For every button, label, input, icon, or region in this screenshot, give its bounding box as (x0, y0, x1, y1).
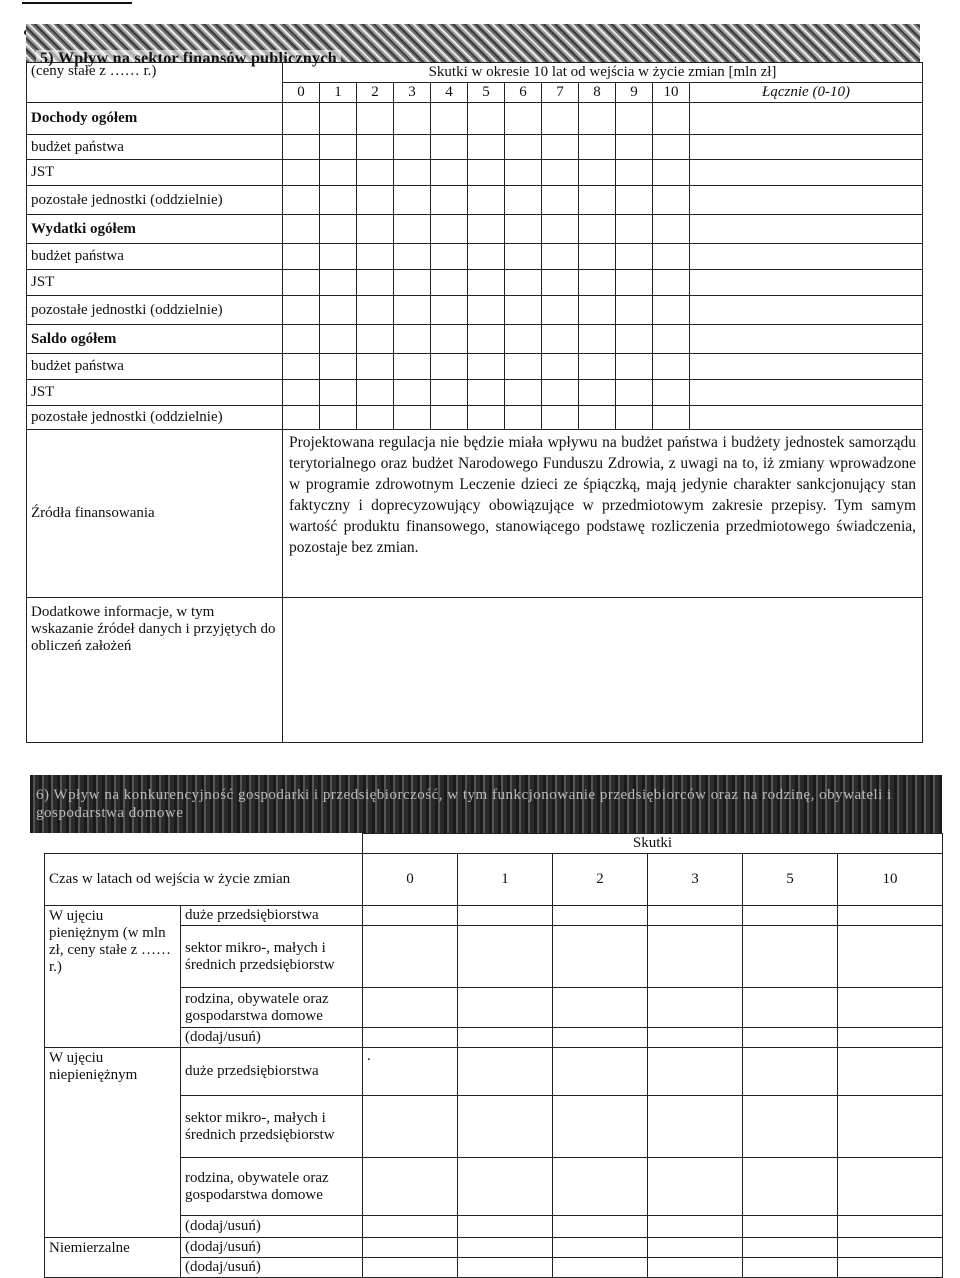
fiscal-row-label: JST (27, 380, 283, 406)
fiscal-cell (505, 296, 542, 325)
unmeasurable-label: Niemierzalne (45, 1238, 181, 1278)
nonmonetary-cell (838, 1216, 943, 1238)
fiscal-cell (320, 160, 357, 186)
monetary-cell (553, 926, 648, 988)
fiscal-cell (653, 244, 690, 270)
s6-year-header-5: 10 (838, 854, 943, 906)
fiscal-cell (357, 244, 394, 270)
year-header-4: 4 (431, 83, 468, 103)
nonmonetary-label: W ujęciu niepieniężnym (45, 1048, 181, 1238)
fiscal-cell (468, 244, 505, 270)
skutki-header: Skutki (363, 834, 943, 854)
nonmonetary-row (45, 1048, 943, 1096)
monetary-cell (363, 906, 458, 926)
fiscal-cell (505, 406, 542, 430)
year-header-5: 5 (468, 83, 505, 103)
financing-text: Projektowana regulacja nie będzie miała wpływu na budżet państwa i budżety jednostek samorządu terytorialnego oraz budżet Narodowego Funduszu Zdrowia, z uwagi na to, iż zmiany wprowadzone w programie zdrowotnym Leczenie dzieci ze śpiączką, mają jedynie charakter sankcjonujący stan faktyczny i doprecyzowujący obowiązujące w przedmiotowym zakresie przepisy. Tym samym wartość produktu finansowego, stanowiącego podstawę rozliczenia przedmiotowego świadczenia, pozostaje bez zmian. (283, 430, 923, 598)
nonmonetary-cell (648, 1096, 743, 1158)
fiscal-row-label: JST (27, 160, 283, 186)
nonmonetary-cell (743, 1048, 838, 1096)
fiscal-cell (320, 135, 357, 160)
fiscal-cell (283, 354, 320, 380)
unmeasurable-cell (458, 1238, 553, 1258)
fiscal-cell (542, 103, 579, 135)
nonmonetary-cell (743, 1216, 838, 1238)
effects-header: Skutki w okresie 10 lat od wejścia w życie zmian [mln zł] (283, 63, 923, 83)
nonmonetary-cell (838, 1096, 943, 1158)
monetary-row-label: sektor mikro-, małych i średnich przedsiębiorstw (181, 926, 363, 988)
fiscal-cell (357, 103, 394, 135)
monetary-label: W ujęciu pieniężnym (w mln zł, ceny stałe z …… r.) (45, 906, 181, 1048)
fiscal-cell (357, 215, 394, 244)
fiscal-cell (394, 244, 431, 270)
fiscal-cell (283, 270, 320, 296)
fiscal-cell (468, 354, 505, 380)
fiscal-cell (283, 296, 320, 325)
fiscal-cell (431, 380, 468, 406)
fiscal-cell (431, 354, 468, 380)
fiscal-cell (542, 406, 579, 430)
monetary-cell (648, 1028, 743, 1048)
fiscal-cell (616, 186, 653, 215)
nonmonetary-cell (648, 1048, 743, 1096)
fiscal-cell (542, 244, 579, 270)
fiscal-cell (505, 186, 542, 215)
fiscal-cell (616, 244, 653, 270)
nonmonetary-cell: . (363, 1048, 458, 1096)
fiscal-cell (468, 186, 505, 215)
fiscal-row-label: Wydatki ogółem (27, 215, 283, 244)
unmeasurable-row-label: (dodaj/usuń) (181, 1238, 363, 1258)
nonmonetary-cell (553, 1216, 648, 1238)
fiscal-row-label: Dochody ogółem (27, 103, 283, 135)
unmeasurable-cell (838, 1238, 943, 1258)
monetary-row-label: rodzina, obywatele oraz gospodarstwa domowe (181, 988, 363, 1028)
nonmonetary-cell (648, 1216, 743, 1238)
fiscal-cell (579, 160, 616, 186)
fiscal-cell (690, 186, 923, 215)
nonmonetary-cell (363, 1216, 458, 1238)
fiscal-cell (690, 270, 923, 296)
fiscal-cell (394, 103, 431, 135)
fiscal-row (27, 244, 923, 270)
fiscal-cell (468, 296, 505, 325)
nonmonetary-cell (553, 1096, 648, 1158)
fiscal-cell (653, 296, 690, 325)
monetary-cell (458, 906, 553, 926)
fiscal-cell (468, 215, 505, 244)
fiscal-row (27, 135, 923, 160)
fiscal-cell (690, 160, 923, 186)
fiscal-cell (357, 135, 394, 160)
fiscal-cell (468, 160, 505, 186)
fiscal-cell (357, 296, 394, 325)
year-header-1: 1 (320, 83, 357, 103)
fiscal-cell (579, 354, 616, 380)
economic-impact-table (44, 833, 943, 1278)
fiscal-cell (579, 325, 616, 354)
nonmonetary-row-label: (dodaj/usuń) (181, 1216, 363, 1238)
fiscal-cell (357, 186, 394, 215)
monetary-cell (838, 926, 943, 988)
unmeasurable-cell (553, 1258, 648, 1278)
fiscal-cell (320, 325, 357, 354)
s6-year-header-2: 2 (553, 854, 648, 906)
nonmonetary-cell (363, 1096, 458, 1158)
fiscal-cell (283, 186, 320, 215)
nonmonetary-row-label: duże przedsiębiorstwa (181, 1048, 363, 1096)
fiscal-cell (283, 380, 320, 406)
monetary-cell (553, 1028, 648, 1048)
fiscal-cell (320, 406, 357, 430)
fiscal-row (27, 160, 923, 186)
fiscal-cell (579, 406, 616, 430)
monetary-cell (648, 926, 743, 988)
financing-label: Źródła finansowania (27, 430, 283, 598)
fiscal-cell (320, 186, 357, 215)
fiscal-cell (653, 186, 690, 215)
fiscal-cell (616, 135, 653, 160)
year-header-8: 8 (579, 83, 616, 103)
fiscal-cell (394, 215, 431, 244)
monetary-cell (743, 1028, 838, 1048)
fiscal-cell (505, 215, 542, 244)
fiscal-cell (616, 103, 653, 135)
fiscal-cell (690, 406, 923, 430)
fiscal-cell (616, 354, 653, 380)
fiscal-cell (542, 270, 579, 296)
unmeasurable-row-label: (dodaj/usuń) (181, 1258, 363, 1278)
fiscal-cell (579, 244, 616, 270)
unmeasurable-cell (838, 1258, 943, 1278)
fiscal-row (27, 186, 923, 215)
fiscal-cell (468, 270, 505, 296)
nonmonetary-cell (458, 1048, 553, 1096)
fiscal-row (27, 215, 923, 244)
monetary-cell (838, 1028, 943, 1048)
year-header-7: 7 (542, 83, 579, 103)
fiscal-cell (542, 186, 579, 215)
unmeasurable-cell (553, 1238, 648, 1258)
nonmonetary-row-label: rodzina, obywatele oraz gospodarstwa domowe (181, 1158, 363, 1216)
monetary-cell (458, 988, 553, 1028)
fiscal-cell (431, 215, 468, 244)
additional-info-label: Dodatkowe informacje, w tym wskazanie źródeł danych i przyjętych do obliczeń założeń (27, 598, 283, 743)
fiscal-row (27, 296, 923, 325)
fiscal-row-label: pozostałe jednostki (oddzielnie) (27, 186, 283, 215)
fiscal-row (27, 325, 923, 354)
fiscal-cell (431, 135, 468, 160)
fiscal-cell (468, 103, 505, 135)
fiscal-cell (320, 270, 357, 296)
section6-title: 6) Wpływ na konkurencyjność gospodarki i przedsiębiorczość, w tym funkcjonowanie przedsiębiorców oraz na rodzinę, obywateli i gospodarstwa domowe (36, 787, 892, 821)
fiscal-row-label: Saldo ogółem (27, 325, 283, 354)
fiscal-cell (468, 380, 505, 406)
monetary-cell (648, 906, 743, 926)
fiscal-cell (690, 354, 923, 380)
fiscal-cell (320, 354, 357, 380)
fiscal-cell (431, 270, 468, 296)
fiscal-cell (320, 215, 357, 244)
fiscal-cell (283, 325, 320, 354)
unmeasurable-cell (648, 1258, 743, 1278)
monetary-cell (648, 988, 743, 1028)
unmeasurable-cell (458, 1258, 553, 1278)
fiscal-cell (542, 160, 579, 186)
fiscal-cell (394, 160, 431, 186)
s6-year-header-3: 3 (648, 854, 743, 906)
section5-title: 5) Wpływ na sektor finansów publicznych (36, 50, 341, 68)
fiscal-cell (283, 244, 320, 270)
fiscal-cell (431, 406, 468, 430)
nonmonetary-cell (838, 1158, 943, 1216)
fiscal-cell (283, 215, 320, 244)
fiscal-cell (616, 270, 653, 296)
nonmonetary-row-label: sektor mikro-, małych i średnich przedsiębiorstw (181, 1096, 363, 1158)
fiscal-cell (616, 215, 653, 244)
s6-year-header-0: 0 (363, 854, 458, 906)
monetary-cell (838, 906, 943, 926)
fiscal-cell (579, 135, 616, 160)
fiscal-cell (394, 380, 431, 406)
fiscal-cell (357, 406, 394, 430)
monetary-cell (743, 926, 838, 988)
nonmonetary-cell (838, 1048, 943, 1096)
unmeasurable-cell (363, 1238, 458, 1258)
fiscal-cell (431, 103, 468, 135)
fiscal-cell (357, 380, 394, 406)
fiscal-cell (283, 135, 320, 160)
nonmonetary-cell (553, 1048, 648, 1096)
nonmonetary-cell (743, 1096, 838, 1158)
unmeasurable-cell (648, 1238, 743, 1258)
monetary-cell (743, 906, 838, 926)
unmeasurable-cell (363, 1258, 458, 1278)
fiscal-cell (542, 135, 579, 160)
monetary-cell (838, 988, 943, 1028)
fiscal-cell (653, 135, 690, 160)
fiscal-row (27, 270, 923, 296)
s6-year-header-4: 5 (743, 854, 838, 906)
fiscal-cell (505, 325, 542, 354)
monetary-cell (363, 926, 458, 988)
fiscal-cell (653, 270, 690, 296)
fiscal-cell (394, 186, 431, 215)
unmeasurable-cell (743, 1238, 838, 1258)
year-header-9: 9 (616, 83, 653, 103)
fiscal-cell (653, 215, 690, 244)
fiscal-cell (505, 380, 542, 406)
fiscal-cell (653, 406, 690, 430)
monetary-cell (363, 988, 458, 1028)
fiscal-cell (653, 325, 690, 354)
fiscal-cell (542, 354, 579, 380)
fiscal-row (27, 354, 923, 380)
fiscal-cell (431, 186, 468, 215)
nonmonetary-cell (458, 1096, 553, 1158)
fiscal-cell (579, 296, 616, 325)
nonmonetary-cell (648, 1158, 743, 1216)
fiscal-cell (579, 270, 616, 296)
fiscal-cell (283, 406, 320, 430)
fiscal-cell (690, 296, 923, 325)
monetary-cell (458, 1028, 553, 1048)
fiscal-cell (468, 406, 505, 430)
fiscal-cell (653, 380, 690, 406)
monetary-cell (553, 906, 648, 926)
fiscal-cell (505, 270, 542, 296)
fiscal-row (27, 406, 923, 430)
fiscal-cell (690, 244, 923, 270)
fiscal-cell (283, 160, 320, 186)
fiscal-cell (505, 160, 542, 186)
fiscal-impact-table (26, 62, 923, 743)
monetary-cell (553, 988, 648, 1028)
monetary-row (45, 906, 943, 926)
monetary-cell (458, 926, 553, 988)
fiscal-row-label: budżet państwa (27, 244, 283, 270)
fiscal-cell (394, 354, 431, 380)
fiscal-row-label: JST (27, 270, 283, 296)
fiscal-cell (542, 325, 579, 354)
fiscal-cell (431, 160, 468, 186)
nonmonetary-cell (743, 1158, 838, 1216)
fiscal-row (27, 380, 923, 406)
monetary-row-label: duże przedsiębiorstwa (181, 906, 363, 926)
unmeasurable-row (45, 1238, 943, 1258)
fiscal-cell (690, 135, 923, 160)
fiscal-cell (616, 160, 653, 186)
monetary-cell (743, 988, 838, 1028)
fiscal-cell (431, 244, 468, 270)
fiscal-cell (579, 215, 616, 244)
fiscal-cell (394, 296, 431, 325)
year-header-3: 3 (394, 83, 431, 103)
fiscal-cell (320, 296, 357, 325)
top-rule (22, 2, 132, 4)
fiscal-cell (653, 160, 690, 186)
fiscal-cell (357, 270, 394, 296)
fiscal-cell (579, 380, 616, 406)
fiscal-cell (468, 135, 505, 160)
fiscal-cell (653, 354, 690, 380)
nonmonetary-cell (458, 1158, 553, 1216)
fiscal-cell (542, 296, 579, 325)
fiscal-cell (394, 406, 431, 430)
fiscal-cell (505, 103, 542, 135)
fiscal-row-label: budżet państwa (27, 354, 283, 380)
fiscal-cell (320, 244, 357, 270)
fiscal-cell (690, 103, 923, 135)
fiscal-cell (690, 380, 923, 406)
fiscal-cell (357, 354, 394, 380)
year-header-10: 10 (653, 83, 690, 103)
fiscal-cell (690, 325, 923, 354)
fiscal-row-label: budżet państwa (27, 135, 283, 160)
fiscal-cell (394, 135, 431, 160)
fiscal-cell (468, 325, 505, 354)
fiscal-cell (579, 103, 616, 135)
unmeasurable-cell (743, 1258, 838, 1278)
fiscal-cell (616, 406, 653, 430)
prices-note: (ceny stałe z …… r.) (27, 63, 283, 103)
fiscal-cell (505, 244, 542, 270)
fiscal-cell (357, 160, 394, 186)
s6-year-header-1: 1 (458, 854, 553, 906)
fiscal-cell (320, 380, 357, 406)
fiscal-cell (616, 380, 653, 406)
fiscal-cell (690, 215, 923, 244)
additional-info-text (283, 598, 923, 743)
fiscal-cell (505, 354, 542, 380)
fiscal-row-label: pozostałe jednostki (oddzielnie) (27, 406, 283, 430)
fiscal-cell (542, 215, 579, 244)
nonmonetary-cell (458, 1216, 553, 1238)
fiscal-cell (542, 380, 579, 406)
year-header-2: 2 (357, 83, 394, 103)
fiscal-row-label: pozostałe jednostki (oddzielnie) (27, 296, 283, 325)
fiscal-cell (431, 325, 468, 354)
fiscal-cell (431, 296, 468, 325)
fiscal-cell (357, 325, 394, 354)
nonmonetary-cell (553, 1158, 648, 1216)
monetary-cell (363, 1028, 458, 1048)
fiscal-cell (616, 296, 653, 325)
fiscal-cell (653, 103, 690, 135)
fiscal-cell (320, 103, 357, 135)
nonmonetary-cell (363, 1158, 458, 1216)
total-header: Łącznie (0-10) (690, 83, 923, 103)
fiscal-cell (505, 135, 542, 160)
fiscal-cell (616, 325, 653, 354)
monetary-row-label: (dodaj/usuń) (181, 1028, 363, 1048)
year-header-6: 6 (505, 83, 542, 103)
year-header-0: 0 (283, 83, 320, 103)
fiscal-cell (579, 186, 616, 215)
time-label: Czas w latach od wejścia w życie zmian (45, 854, 363, 906)
fiscal-cell (394, 325, 431, 354)
fiscal-cell (394, 270, 431, 296)
fiscal-cell (283, 103, 320, 135)
fiscal-row (27, 103, 923, 135)
